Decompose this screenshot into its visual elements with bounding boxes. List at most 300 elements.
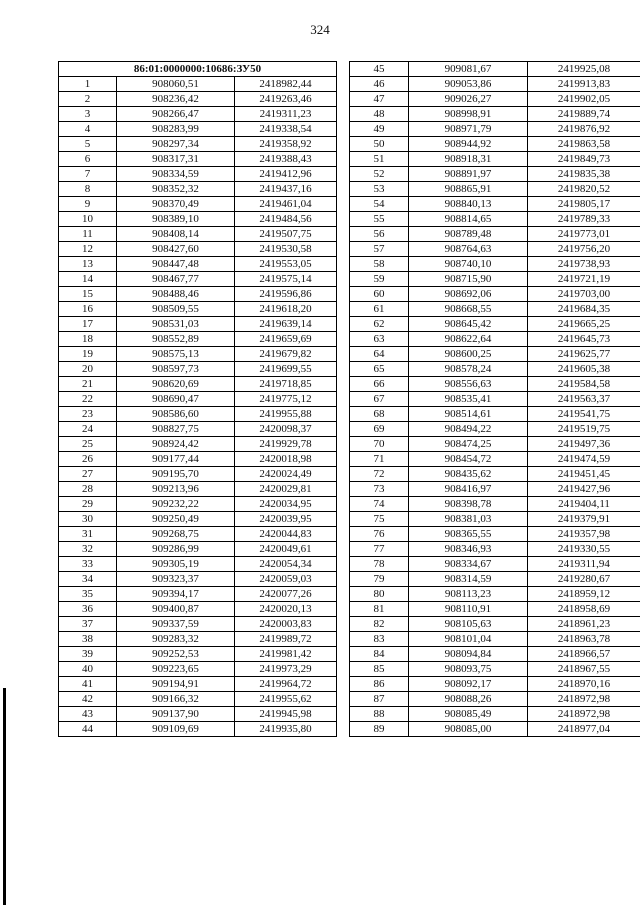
coordinate-y: 2419584,58 (528, 377, 640, 392)
coordinate-y: 2420034,95 (235, 497, 337, 512)
table-row (350, 152, 640, 167)
table-row (59, 632, 337, 647)
coordinate-x: 908488,46 (117, 287, 235, 302)
point-number: 32 (59, 542, 117, 557)
table-row (59, 497, 337, 512)
coordinate-y: 2419474,59 (528, 452, 640, 467)
coordinate-y: 2420077,26 (235, 587, 337, 602)
point-number: 65 (350, 362, 409, 377)
coordinate-x: 908690,47 (117, 392, 235, 407)
coordinate-y: 2419820,52 (528, 182, 640, 197)
coordinate-x: 908334,59 (117, 167, 235, 182)
coordinate-y: 2418970,16 (528, 677, 640, 692)
coordinate-y: 2419451,45 (528, 467, 640, 482)
coordinate-x: 909252,53 (117, 647, 235, 662)
table-row (59, 272, 337, 287)
table-row (350, 137, 640, 152)
table-row (59, 692, 337, 707)
coordinate-y: 2419721,19 (528, 272, 640, 287)
coordinate-y: 2419945,98 (235, 707, 337, 722)
coordinate-x: 908365,55 (409, 527, 528, 542)
coordinate-y: 2419889,74 (528, 107, 640, 122)
point-number: 7 (59, 167, 117, 182)
table-row (350, 677, 640, 692)
table-row (350, 302, 640, 317)
point-number: 78 (350, 557, 409, 572)
table-row (59, 242, 337, 257)
coordinate-y: 2419876,92 (528, 122, 640, 137)
coordinate-y: 2419575,14 (235, 272, 337, 287)
table-row (350, 182, 640, 197)
coordinate-y: 2419684,35 (528, 302, 640, 317)
coordinate-y: 2419427,96 (528, 482, 640, 497)
coordinate-x: 909194,91 (117, 677, 235, 692)
coordinate-y: 2419311,23 (235, 107, 337, 122)
table-row (350, 392, 640, 407)
coordinate-y: 2419835,38 (528, 167, 640, 182)
coordinate-y: 2418982,44 (235, 77, 337, 92)
point-number: 39 (59, 647, 117, 662)
coordinate-x: 908789,48 (409, 227, 528, 242)
coordinate-x: 908692,06 (409, 287, 528, 302)
point-number: 45 (350, 62, 409, 77)
table-row (59, 317, 337, 332)
point-number: 63 (350, 332, 409, 347)
point-number: 19 (59, 347, 117, 362)
point-number: 30 (59, 512, 117, 527)
table-row (350, 467, 640, 482)
coordinate-x: 908514,61 (409, 407, 528, 422)
coordinate-x: 908093,75 (409, 662, 528, 677)
coordinate-y: 2419935,80 (235, 722, 337, 737)
table-row (350, 527, 640, 542)
coordinate-y: 2419756,20 (528, 242, 640, 257)
point-number: 56 (350, 227, 409, 242)
coordinate-x: 908998,91 (409, 107, 528, 122)
table-row (59, 302, 337, 317)
point-number: 50 (350, 137, 409, 152)
coordinate-y: 2419805,17 (528, 197, 640, 212)
coordinate-y: 2420039,95 (235, 512, 337, 527)
table-row (59, 377, 337, 392)
coordinate-y: 2419955,62 (235, 692, 337, 707)
coordinate-x: 908764,63 (409, 242, 528, 257)
coordinate-y: 2419775,12 (235, 392, 337, 407)
point-number: 59 (350, 272, 409, 287)
coordinate-y: 2420018,98 (235, 452, 337, 467)
coordinate-y: 2419773,01 (528, 227, 640, 242)
coordinate-y: 2420029,81 (235, 482, 337, 497)
coordinate-y: 2420059,03 (235, 572, 337, 587)
table-row (59, 137, 337, 152)
coordinate-x: 908865,91 (409, 182, 528, 197)
coordinate-y: 2418959,12 (528, 587, 640, 602)
coordinate-y: 2419718,85 (235, 377, 337, 392)
point-number: 6 (59, 152, 117, 167)
point-number: 37 (59, 617, 117, 632)
point-number: 48 (350, 107, 409, 122)
table-row (59, 647, 337, 662)
point-number: 85 (350, 662, 409, 677)
coordinate-x: 909177,44 (117, 452, 235, 467)
table-row (350, 212, 640, 227)
table-row (350, 272, 640, 287)
table-row (59, 677, 337, 692)
point-number: 4 (59, 122, 117, 137)
coordinate-y: 2419507,75 (235, 227, 337, 242)
coordinate-x: 908236,42 (117, 92, 235, 107)
coordinate-x: 908944,92 (409, 137, 528, 152)
table-row (350, 572, 640, 587)
point-number: 47 (350, 92, 409, 107)
table-row (59, 197, 337, 212)
point-number: 26 (59, 452, 117, 467)
coordinate-x: 908060,51 (117, 77, 235, 92)
coordinate-y: 2420024,49 (235, 467, 337, 482)
coordinate-x: 908416,97 (409, 482, 528, 497)
coordinate-y: 2420044,83 (235, 527, 337, 542)
table-row (350, 512, 640, 527)
coordinate-y: 2419280,67 (528, 572, 640, 587)
coordinate-x: 908971,79 (409, 122, 528, 137)
table-header-row (59, 62, 337, 77)
table-row (350, 107, 640, 122)
point-number: 34 (59, 572, 117, 587)
table-row (59, 287, 337, 302)
coordinate-x: 908370,49 (117, 197, 235, 212)
point-number: 77 (350, 542, 409, 557)
table-row (59, 167, 337, 182)
table-row (350, 602, 640, 617)
coordinate-x: 908381,03 (409, 512, 528, 527)
coordinate-y: 2419925,08 (528, 62, 640, 77)
coordinate-y: 2419929,78 (235, 437, 337, 452)
coordinate-x: 908494,22 (409, 422, 528, 437)
coordinate-y: 2420049,61 (235, 542, 337, 557)
coordinate-y: 2419497,36 (528, 437, 640, 452)
page-number: 324 (310, 22, 330, 37)
coordinate-x: 909268,75 (117, 527, 235, 542)
coordinate-y: 2419357,98 (528, 527, 640, 542)
point-number: 72 (350, 467, 409, 482)
coordinate-x: 908334,67 (409, 557, 528, 572)
coordinate-y: 2419484,56 (235, 212, 337, 227)
table-row (59, 662, 337, 677)
table-row (350, 77, 640, 92)
table-row (350, 197, 640, 212)
coordinate-x: 909400,87 (117, 602, 235, 617)
table-row (350, 437, 640, 452)
table-row (59, 152, 337, 167)
coordinate-y: 2419964,72 (235, 677, 337, 692)
point-number: 76 (350, 527, 409, 542)
point-number: 81 (350, 602, 409, 617)
table-row (59, 467, 337, 482)
coordinate-y: 2419703,00 (528, 287, 640, 302)
point-number: 21 (59, 377, 117, 392)
table-row (350, 542, 640, 557)
coordinate-x: 908578,24 (409, 362, 528, 377)
coordinate-x: 908398,78 (409, 497, 528, 512)
table-row (59, 422, 337, 437)
table-row (59, 542, 337, 557)
table-row (350, 122, 640, 137)
coordinate-x: 908094,84 (409, 647, 528, 662)
table-row (59, 437, 337, 452)
coordinate-x: 908092,17 (409, 677, 528, 692)
point-number: 22 (59, 392, 117, 407)
table-row (350, 557, 640, 572)
coordinate-y: 2419902,05 (528, 92, 640, 107)
point-number: 80 (350, 587, 409, 602)
point-number: 69 (350, 422, 409, 437)
table-row (350, 362, 640, 377)
point-number: 16 (59, 302, 117, 317)
coordinate-y: 2419618,20 (235, 302, 337, 317)
table-row (350, 287, 640, 302)
coordinate-y: 2419311,94 (528, 557, 640, 572)
point-number: 88 (350, 707, 409, 722)
table-row (59, 527, 337, 542)
coordinate-x: 908085,00 (409, 722, 528, 737)
point-number: 12 (59, 242, 117, 257)
table-row (350, 692, 640, 707)
coordinate-y: 2419789,33 (528, 212, 640, 227)
point-number: 3 (59, 107, 117, 122)
coordinate-x: 908110,91 (409, 602, 528, 617)
coordinate-y: 2418977,04 (528, 722, 640, 737)
coordinate-y: 2419863,58 (528, 137, 640, 152)
coordinate-x: 908715,90 (409, 272, 528, 287)
table-row (59, 572, 337, 587)
coordinate-x: 908427,60 (117, 242, 235, 257)
point-number: 14 (59, 272, 117, 287)
point-number: 70 (350, 437, 409, 452)
coordinate-y: 2419338,54 (235, 122, 337, 137)
coordinate-y: 2419659,69 (235, 332, 337, 347)
coordinate-x: 908474,25 (409, 437, 528, 452)
coordinate-y: 2419563,37 (528, 392, 640, 407)
coordinate-x: 908408,14 (117, 227, 235, 242)
point-number: 15 (59, 287, 117, 302)
point-number: 25 (59, 437, 117, 452)
coordinate-y: 2418966,57 (528, 647, 640, 662)
table-row (59, 212, 337, 227)
coordinate-y: 2419913,83 (528, 77, 640, 92)
coordinate-y: 2418967,55 (528, 662, 640, 677)
coordinate-x: 908531,03 (117, 317, 235, 332)
coordinate-y: 2419605,38 (528, 362, 640, 377)
coordinate-x: 908740,10 (409, 257, 528, 272)
coordinate-x: 909109,69 (117, 722, 235, 737)
table-row (59, 722, 337, 737)
point-number: 1 (59, 77, 117, 92)
coordinate-y: 2419263,46 (235, 92, 337, 107)
point-number: 74 (350, 497, 409, 512)
coordinate-y: 2419379,91 (528, 512, 640, 527)
point-number: 55 (350, 212, 409, 227)
table-row (350, 317, 640, 332)
table-row (350, 452, 640, 467)
coordinate-y: 2419461,04 (235, 197, 337, 212)
point-number: 24 (59, 422, 117, 437)
point-number: 51 (350, 152, 409, 167)
coordinate-x: 908352,32 (117, 182, 235, 197)
table-row (350, 257, 640, 272)
table-row (350, 407, 640, 422)
coordinate-x: 909305,19 (117, 557, 235, 572)
coordinate-x: 908113,23 (409, 587, 528, 602)
coordinate-x: 909232,22 (117, 497, 235, 512)
table-row (350, 62, 640, 77)
coordinate-x: 908467,77 (117, 272, 235, 287)
coordinate-y: 2419981,42 (235, 647, 337, 662)
point-number: 20 (59, 362, 117, 377)
point-number: 61 (350, 302, 409, 317)
point-number: 87 (350, 692, 409, 707)
table-row (59, 512, 337, 527)
coordinate-x: 908622,64 (409, 332, 528, 347)
coordinate-y: 2419989,72 (235, 632, 337, 647)
coordinate-y: 2419519,75 (528, 422, 640, 437)
coordinate-y: 2419596,86 (235, 287, 337, 302)
coordinate-x: 908645,42 (409, 317, 528, 332)
table-row (59, 362, 337, 377)
table-row (59, 182, 337, 197)
coordinate-x: 909223,65 (117, 662, 235, 677)
point-number: 54 (350, 197, 409, 212)
coordinate-x: 909137,90 (117, 707, 235, 722)
point-number: 60 (350, 287, 409, 302)
table-row (59, 617, 337, 632)
point-number: 2 (59, 92, 117, 107)
coordinate-y: 2419679,82 (235, 347, 337, 362)
coordinate-y: 2419645,73 (528, 332, 640, 347)
table-row (59, 707, 337, 722)
table-row (59, 107, 337, 122)
coordinate-y: 2418961,23 (528, 617, 640, 632)
coordinate-y: 2419404,11 (528, 497, 640, 512)
coordinate-x: 908575,13 (117, 347, 235, 362)
table-row (350, 347, 640, 362)
point-number: 42 (59, 692, 117, 707)
coordinate-y: 2420003,83 (235, 617, 337, 632)
coordinate-x: 908620,69 (117, 377, 235, 392)
point-number: 28 (59, 482, 117, 497)
table-row (350, 227, 640, 242)
coordinate-x: 908509,55 (117, 302, 235, 317)
coordinate-y: 2419699,55 (235, 362, 337, 377)
coordinate-x: 908266,47 (117, 107, 235, 122)
coordinate-x: 908924,42 (117, 437, 235, 452)
point-number: 75 (350, 512, 409, 527)
coordinate-x: 908297,34 (117, 137, 235, 152)
table-row (350, 332, 640, 347)
table-row (350, 722, 640, 737)
point-number: 53 (350, 182, 409, 197)
point-number: 49 (350, 122, 409, 137)
coordinate-x: 908552,89 (117, 332, 235, 347)
coordinate-x: 908389,10 (117, 212, 235, 227)
table-row (59, 347, 337, 362)
coordinate-y: 2419388,43 (235, 152, 337, 167)
coordinate-x: 908668,55 (409, 302, 528, 317)
coordinate-y: 2419973,29 (235, 662, 337, 677)
coordinate-x: 909213,96 (117, 482, 235, 497)
coordinate-x: 908283,99 (117, 122, 235, 137)
coordinate-y: 2419530,58 (235, 242, 337, 257)
point-number: 66 (350, 377, 409, 392)
coordinate-x: 908085,49 (409, 707, 528, 722)
table-row (350, 242, 640, 257)
coordinate-y: 2420054,34 (235, 557, 337, 572)
coordinate-x: 908918,31 (409, 152, 528, 167)
point-number: 18 (59, 332, 117, 347)
coordinate-y: 2419639,14 (235, 317, 337, 332)
coordinate-x: 908088,26 (409, 692, 528, 707)
coordinate-y: 2418972,98 (528, 707, 640, 722)
table-row (350, 587, 640, 602)
point-number: 44 (59, 722, 117, 737)
coordinate-x: 908597,73 (117, 362, 235, 377)
coordinate-x: 908556,63 (409, 377, 528, 392)
coordinate-y: 2419358,92 (235, 137, 337, 152)
table-row (350, 497, 640, 512)
table-row (350, 632, 640, 647)
point-number: 84 (350, 647, 409, 662)
coordinate-x: 908827,75 (117, 422, 235, 437)
point-number: 52 (350, 167, 409, 182)
coordinate-x: 908891,97 (409, 167, 528, 182)
point-number: 10 (59, 212, 117, 227)
coordinate-x: 908435,62 (409, 467, 528, 482)
table-row (350, 662, 640, 677)
coordinate-y: 2419437,16 (235, 182, 337, 197)
point-number: 38 (59, 632, 117, 647)
coordinate-y: 2418963,78 (528, 632, 640, 647)
cadastral-number-header: 86:01:0000000:10686:ЗУ50 (59, 62, 337, 77)
coordinate-y: 2419738,93 (528, 257, 640, 272)
coordinate-y: 2418958,69 (528, 602, 640, 617)
point-number: 68 (350, 407, 409, 422)
table-row (350, 617, 640, 632)
coordinate-y: 2419330,55 (528, 542, 640, 557)
coordinate-y: 2419665,25 (528, 317, 640, 332)
point-number: 9 (59, 197, 117, 212)
point-number: 43 (59, 707, 117, 722)
point-number: 35 (59, 587, 117, 602)
point-number: 23 (59, 407, 117, 422)
coordinate-x: 908101,04 (409, 632, 528, 647)
point-number: 62 (350, 317, 409, 332)
point-number: 83 (350, 632, 409, 647)
point-number: 71 (350, 452, 409, 467)
table-row (59, 257, 337, 272)
coordinate-x: 909337,59 (117, 617, 235, 632)
point-number: 57 (350, 242, 409, 257)
coordinate-x: 909283,32 (117, 632, 235, 647)
table-row (59, 452, 337, 467)
coordinate-x: 908586,60 (117, 407, 235, 422)
point-number: 8 (59, 182, 117, 197)
coordinate-y: 2419553,05 (235, 257, 337, 272)
coordinates-table-right (349, 61, 640, 737)
point-number: 33 (59, 557, 117, 572)
table-row (59, 557, 337, 572)
coordinate-x: 908454,72 (409, 452, 528, 467)
table-row (59, 332, 337, 347)
coordinate-x: 908105,63 (409, 617, 528, 632)
